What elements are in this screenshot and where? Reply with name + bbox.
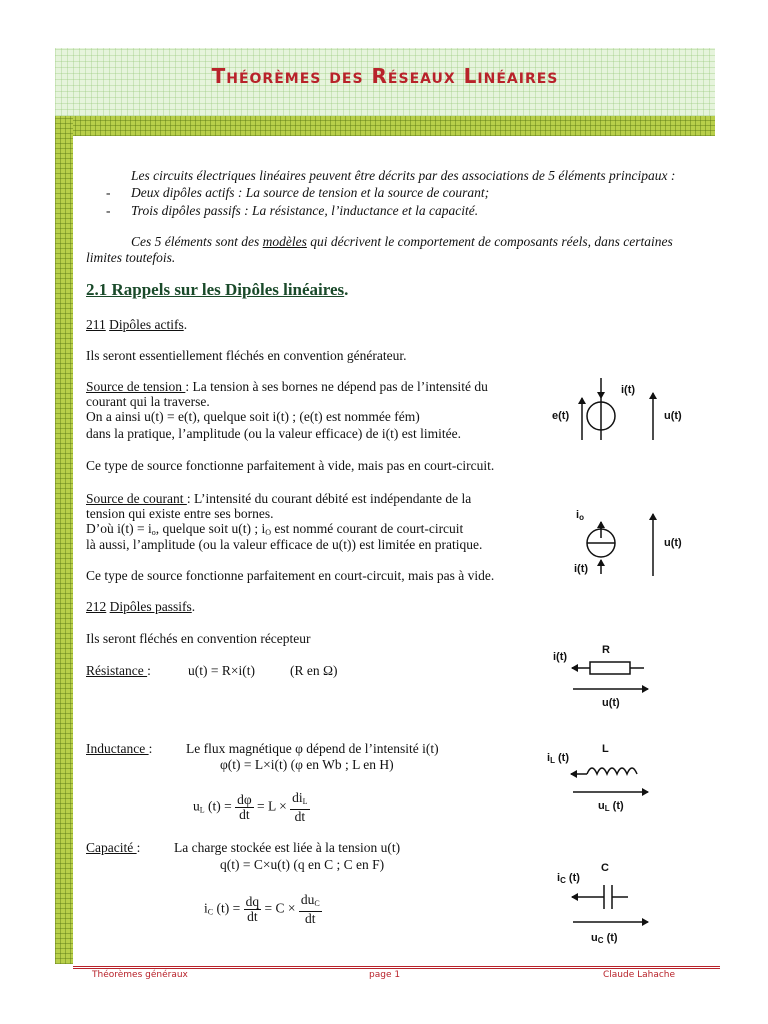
capacitance-line-2: q(t) = C×u(t) (q en C ; C en F) xyxy=(220,857,385,872)
section-heading: 2.1 Rappels sur les Dipôles linéaires. xyxy=(86,280,349,299)
footer-author: Claude Lahache xyxy=(603,970,676,980)
bullet-dash-2: - xyxy=(106,203,111,218)
res-current-label: i(t) xyxy=(553,651,568,663)
current-source-line-1: Source de courant : L’intensité du courant débité est indépendante de la xyxy=(86,491,472,506)
voltage-source-line-4: dans la pratique, l’amplitude (ou la valeur efficace) de i(t) est limitée. xyxy=(86,426,461,441)
ind-l-label: L xyxy=(602,743,609,755)
vsrc-emf-label: e(t) xyxy=(552,410,570,422)
voltage-source-note: Ce type de source fonctionne parfaitement à vide, mais pas en court-circuit. xyxy=(86,458,495,473)
resistance-label: Résistance : xyxy=(86,663,151,678)
cap-voltage-label: $u_C$ (t) xyxy=(591,932,618,945)
footer-left: Théorèmes généraux xyxy=(92,970,188,980)
inductance-label: Inductance : xyxy=(86,741,153,756)
current-source-line-2: tension qui existe entre ses bornes. xyxy=(86,506,274,521)
intro-bullet-1: Deux dipôles actifs : La source de tension et la source de courant; xyxy=(131,185,490,200)
inductance-formula: $u_L$ (t) = $\frac{d\varphi}{dt}$ = L × $\frac{di_L}{dt}$ xyxy=(193,790,308,824)
isrc-io-label: $i_o$ xyxy=(576,509,584,522)
vsrc-voltage-label: u(t) xyxy=(664,410,682,422)
isrc-current-label: i(t) xyxy=(574,563,589,575)
capacitance-formula: $i_C$ (t) = $\frac{dq}{dt}$ = C × $\frac{du_C}{dt}$ xyxy=(204,892,320,926)
current-source-line-4: là aussi, l’amplitude (ou la valeur efficace de u(t)) est limitée en pratique. xyxy=(86,537,483,552)
receiver-convention: Ils seront fléchés en convention récepteur xyxy=(86,631,311,646)
current-source-line-3: D’où $i(t) = i_o$, quelque soit u(t) ; $i_O$ est nommé courant de court-circuit xyxy=(86,521,464,537)
res-r-label: R xyxy=(602,644,610,656)
inductance-line-1: Le flux magnétique φ dépend de l’intensité i(t) xyxy=(186,741,439,756)
inductance-line-2: φ(t) = L×i(t) (φ en Wb ; L en H) xyxy=(220,757,394,772)
footer-rule-2 xyxy=(73,968,720,969)
subsection-212: 212 Dipôles passifs. xyxy=(86,599,196,614)
current-source-note: Ce type de source fonctionne parfaitement en court-circuit, mais pas à vide. xyxy=(86,568,495,583)
res-voltage-label: u(t) xyxy=(602,697,620,709)
generator-convention: Ils seront essentiellement fléchés en convention générateur. xyxy=(86,348,407,363)
cap-c-label: C xyxy=(601,862,609,874)
ind-current-label: $i_L$ (t) xyxy=(547,752,569,765)
cap-current-label: $i_C$ (t) xyxy=(557,872,580,885)
voltage-source-line-1: Source de tension : La tension à ses bornes ne dépend pas de l’intensité du xyxy=(86,379,488,394)
capacitance-line-1: La charge stockée est liée à la tension u(t) xyxy=(174,840,401,855)
intro-line: Les circuits électriques linéaires peuvent être décrits par des associations de 5 éléments principaux : xyxy=(131,168,676,183)
vsrc-current-label: i(t) xyxy=(621,384,636,396)
intro-bullet-2: Trois dipôles passifs : La résistance, l’inductance et la capacité. xyxy=(131,203,479,218)
subsection-211: 211 Dipôles actifs. xyxy=(86,317,188,332)
resistance-equation: u(t) = R×i(t) xyxy=(188,663,255,678)
modeles-link: modèles xyxy=(262,234,307,249)
page-title: Théorèmes des Réseaux Linéaires xyxy=(211,64,559,88)
capacitance-label: Capacité : xyxy=(86,840,141,855)
intro-paragraph: Ces 5 éléments sont des modèles qui décrivent le comportement de composants réels, dans certaines xyxy=(131,234,673,249)
bullet-dash-1: - xyxy=(106,185,111,200)
intro-paragraph-end: limites toutefois. xyxy=(86,250,176,265)
voltage-source-line-2: courant qui la traverse. xyxy=(86,394,210,409)
footer-rule xyxy=(73,966,720,967)
footer-page-number: page 1 xyxy=(369,970,401,980)
voltage-source-line-3: On a ainsi u(t) = e(t), quelque soit i(t) ; (e(t) est nommée fém) xyxy=(86,409,420,424)
resistance-unit: (R en Ω) xyxy=(290,663,338,678)
ind-voltage-label: $u_L$ (t) xyxy=(598,800,624,813)
isrc-voltage-label: u(t) xyxy=(664,537,682,549)
